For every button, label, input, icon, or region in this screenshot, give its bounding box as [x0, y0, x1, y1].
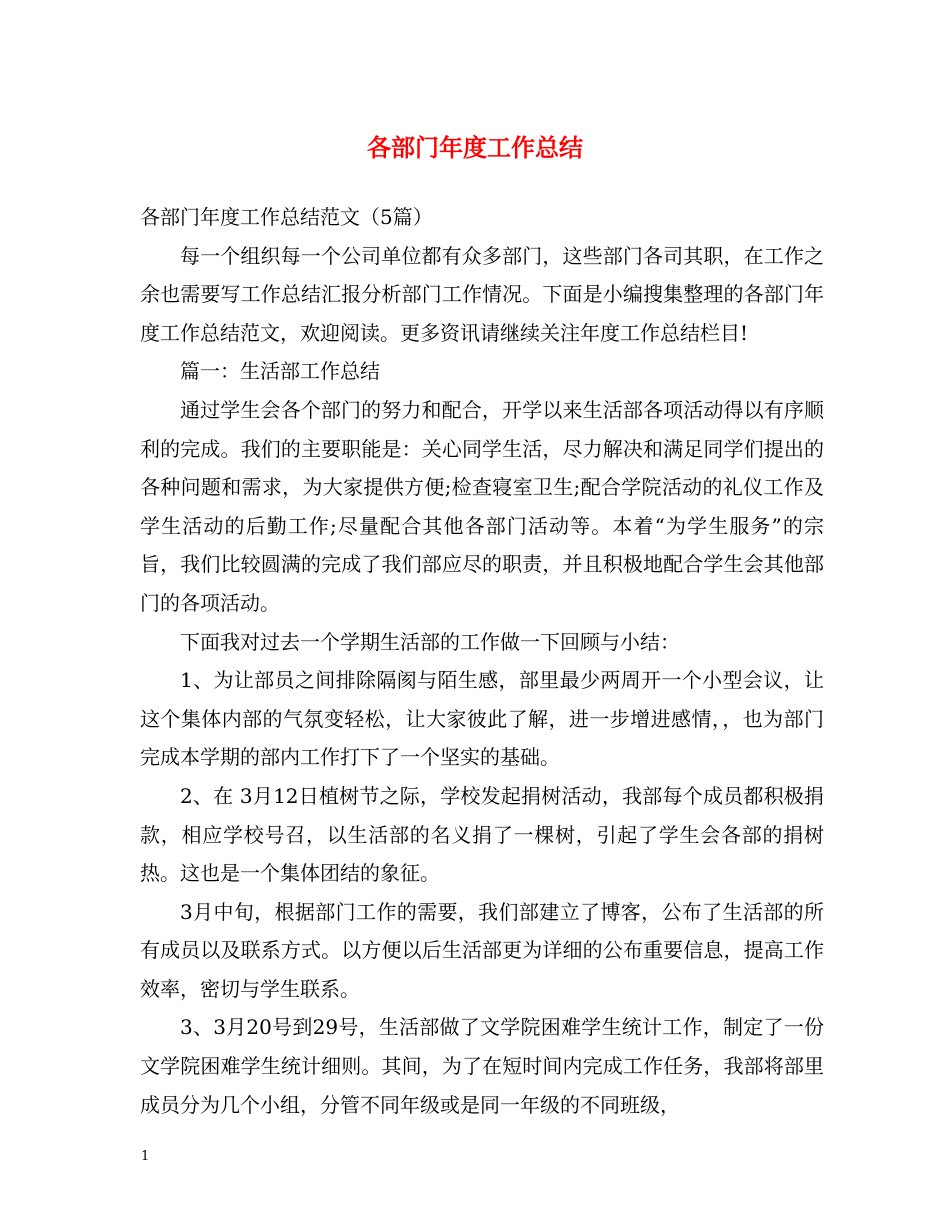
page-number: 1: [141, 1149, 150, 1164]
body-paragraph: 下面我对过去一个学期生活部的工作做一下回顾与小结：: [180, 629, 680, 654]
body-paragraph: 3、3月20号到29号，生活部做了文学院困难学生统计工作，制定了一份文学院困难学生统计细则。其间，为了在短时间内完成工作任务，我部将部里成员分为几个小组，分管不同年级或是同一年级的不同班级，: [140, 1015, 824, 1117]
body-paragraph: 1、为让部员之间排除隔阂与陌生感，部里最少两周开一个小型会议，让这个集体内部的气氛变轻松，让大家彼此了解，进一步增进感情，，也为部门完成本学期的部内工作打下了一个坚实的基础。: [140, 668, 824, 770]
document-title: 各部门年度工作总结: [367, 133, 583, 162]
body-paragraph: 2、在 3月12日植树节之际，学校发起捐树活动，我部每个成员都积极捐款，相应学校号召，以生活部的名义捐了一棵树，引起了学生会各部的捐树热。这也是一个集体团结的象征。: [140, 783, 824, 886]
section-heading: 篇一：生活部工作总结: [180, 359, 380, 384]
document-body: [140, 198, 824, 1124]
subtitle-paragraph: 各部门年度工作总结范文（5篇）: [140, 205, 433, 229]
body-paragraph: 3月中旬，根据部门工作的需要，我们部建立了博客，公布了生活部的所有成员以及联系方式。以方便以后生活部更为详细的公布重要信息，提高工作效率，密切与学生联系。: [140, 899, 824, 1001]
body-paragraph: 通过学生会各个部门的努力和配合，开学以来生活部各项活动得以有序顺利的完成。我们的主要职能是：关心同学生活，尽力解决和满足同学们提出的各种问题和需求，为大家提供方便;检查寝室卫生;配合学院活动的礼仪工作及学生活动的后勤工作;尽量配合其他各部门活动等。本着“为学生服务”的宗旨，我们比较圆满的完成了我们部应尽的职责，并且积极地配合学生会其他部门的各项活动。: [140, 397, 824, 615]
intro-paragraph: 每一个组织每一个公司单位都有众多部门，这些部门各司其职，在工作之余也需要写工作总结汇报分析部门工作情况。下面是小编搜集整理的各部门年度工作总结范文，欢迎阅读。更多资讯请继续关注年度工作总结栏目!: [140, 243, 824, 345]
